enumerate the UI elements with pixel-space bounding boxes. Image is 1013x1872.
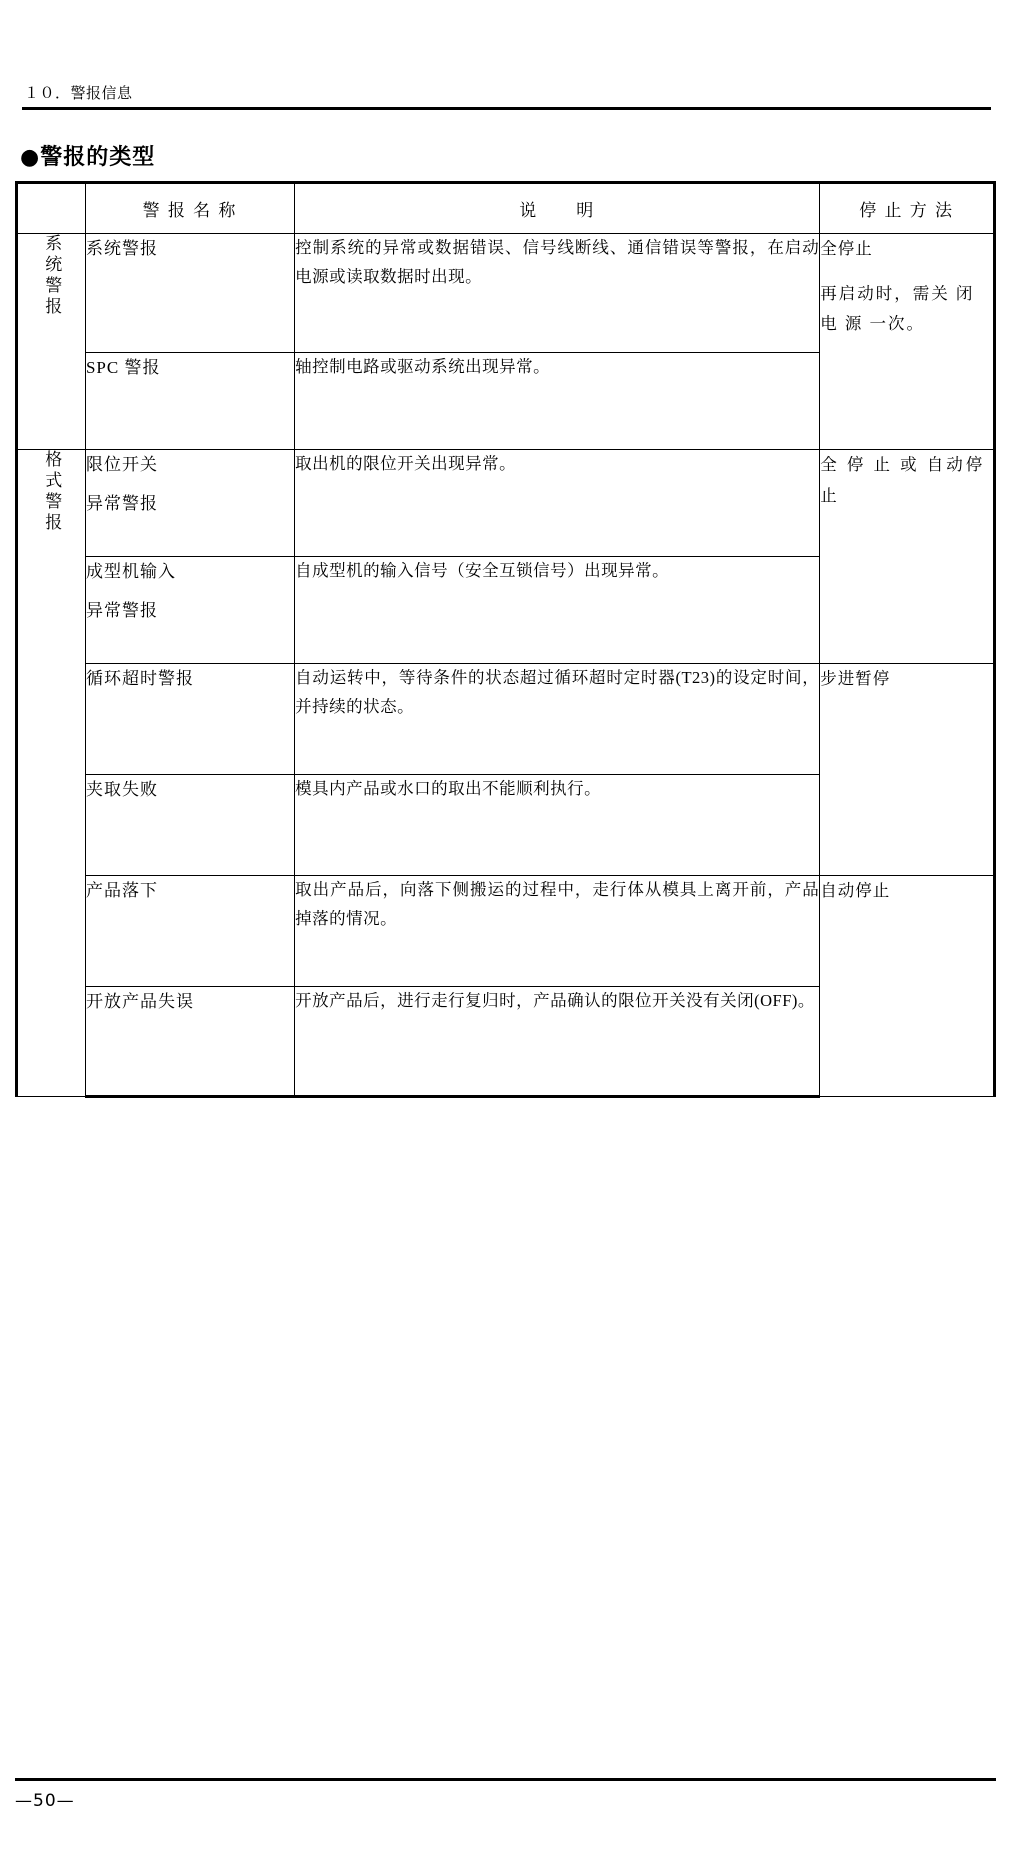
- alarm-name-line1: 产品落下: [85, 881, 158, 900]
- stop-method: [820, 450, 995, 664]
- alarm-name-line1: 循环超时警报: [85, 669, 194, 688]
- alarm-name: [85, 987, 294, 1097]
- table-row: [17, 876, 995, 987]
- alarm-name: [85, 664, 294, 775]
- alarm-name-line1: 成型机输入: [85, 562, 176, 581]
- group-label-system: [17, 234, 86, 450]
- alarm-name-line2: 异常警报: [85, 494, 158, 513]
- alarm-description: 控制系统的异常或数据错误、信号线断线、通信错误等警报，在启动电源或读取数据时出现。: [295, 234, 820, 353]
- header-cell-name: 警 报 名 称: [85, 183, 294, 234]
- page-footer: [15, 1778, 996, 1811]
- alarm-description: 自动运转中，等待条件的状态超过循环超时定时器(T23)的设定时间，并持续的状态。: [295, 664, 820, 775]
- alarm-name: [85, 234, 294, 353]
- stop-method: [820, 664, 995, 876]
- stop-method-main: 全停止: [820, 239, 873, 258]
- alarm-name-line1: 夹取失败: [85, 780, 158, 799]
- alarm-name: [85, 557, 294, 664]
- alarm-types-table: [15, 181, 996, 1098]
- alarm-description: 开放产品后，进行走行复归时，产品确认的限位开关没有关闭(OFF)。: [295, 987, 820, 1097]
- stop-method-main: 步进暂停: [820, 669, 891, 688]
- group-label-text: 系统警报: [42, 234, 62, 318]
- alarm-name-line1: 系统警报: [85, 239, 158, 258]
- alarm-name-line1: 开放产品失误: [85, 992, 194, 1011]
- group-label-text: 格式警报: [42, 450, 62, 534]
- alarm-name-line1: SPC 警报: [85, 358, 161, 377]
- table-header-row: [17, 183, 995, 234]
- stop-method: [820, 876, 995, 1097]
- header-cell-group: [17, 183, 86, 234]
- section-heading: ●警报的类型: [20, 145, 156, 170]
- alarm-description: 取出产品后，向落下侧搬运的过程中，走行体从模具上离开前，产品掉落的情况。: [295, 876, 820, 987]
- alarm-description: 取出机的限位开关出现异常。: [295, 450, 820, 557]
- alarm-name-line1: 限位开关: [85, 455, 158, 474]
- table-row: [17, 234, 995, 353]
- table-row: [17, 450, 995, 557]
- alarm-name-line2: 异常警报: [85, 601, 158, 620]
- header-cell-stop: 停 止 方 法: [820, 183, 995, 234]
- alarm-description: 模具内产品或水口的取出不能顺利执行。: [295, 775, 820, 876]
- alarm-description: 轴控制电路或驱动系统出现异常。: [295, 353, 820, 450]
- header-divider: [22, 107, 991, 110]
- stop-method: [820, 234, 995, 450]
- alarm-name: [85, 775, 294, 876]
- group-label-format: [17, 450, 86, 1097]
- footer-divider: [15, 1778, 996, 1781]
- page-header: [22, 82, 991, 110]
- stop-method-main: 全 停 止 或 自动停止: [820, 455, 986, 505]
- header-cell-desc: 说 明: [295, 183, 820, 234]
- stop-method-main: 自动停止: [820, 881, 891, 900]
- alarm-name: [85, 353, 294, 450]
- alarm-name: [85, 876, 294, 987]
- table-row: [17, 664, 995, 775]
- page-number: —50—: [15, 1791, 75, 1811]
- chapter-title: １０．警报信息: [24, 84, 133, 102]
- stop-method-sub: 再启动时，需关 闭 电 源 一次。: [820, 283, 975, 334]
- alarm-name: [85, 450, 294, 557]
- alarm-description: 自成型机的输入信号（安全互锁信号）出现异常。: [295, 557, 820, 664]
